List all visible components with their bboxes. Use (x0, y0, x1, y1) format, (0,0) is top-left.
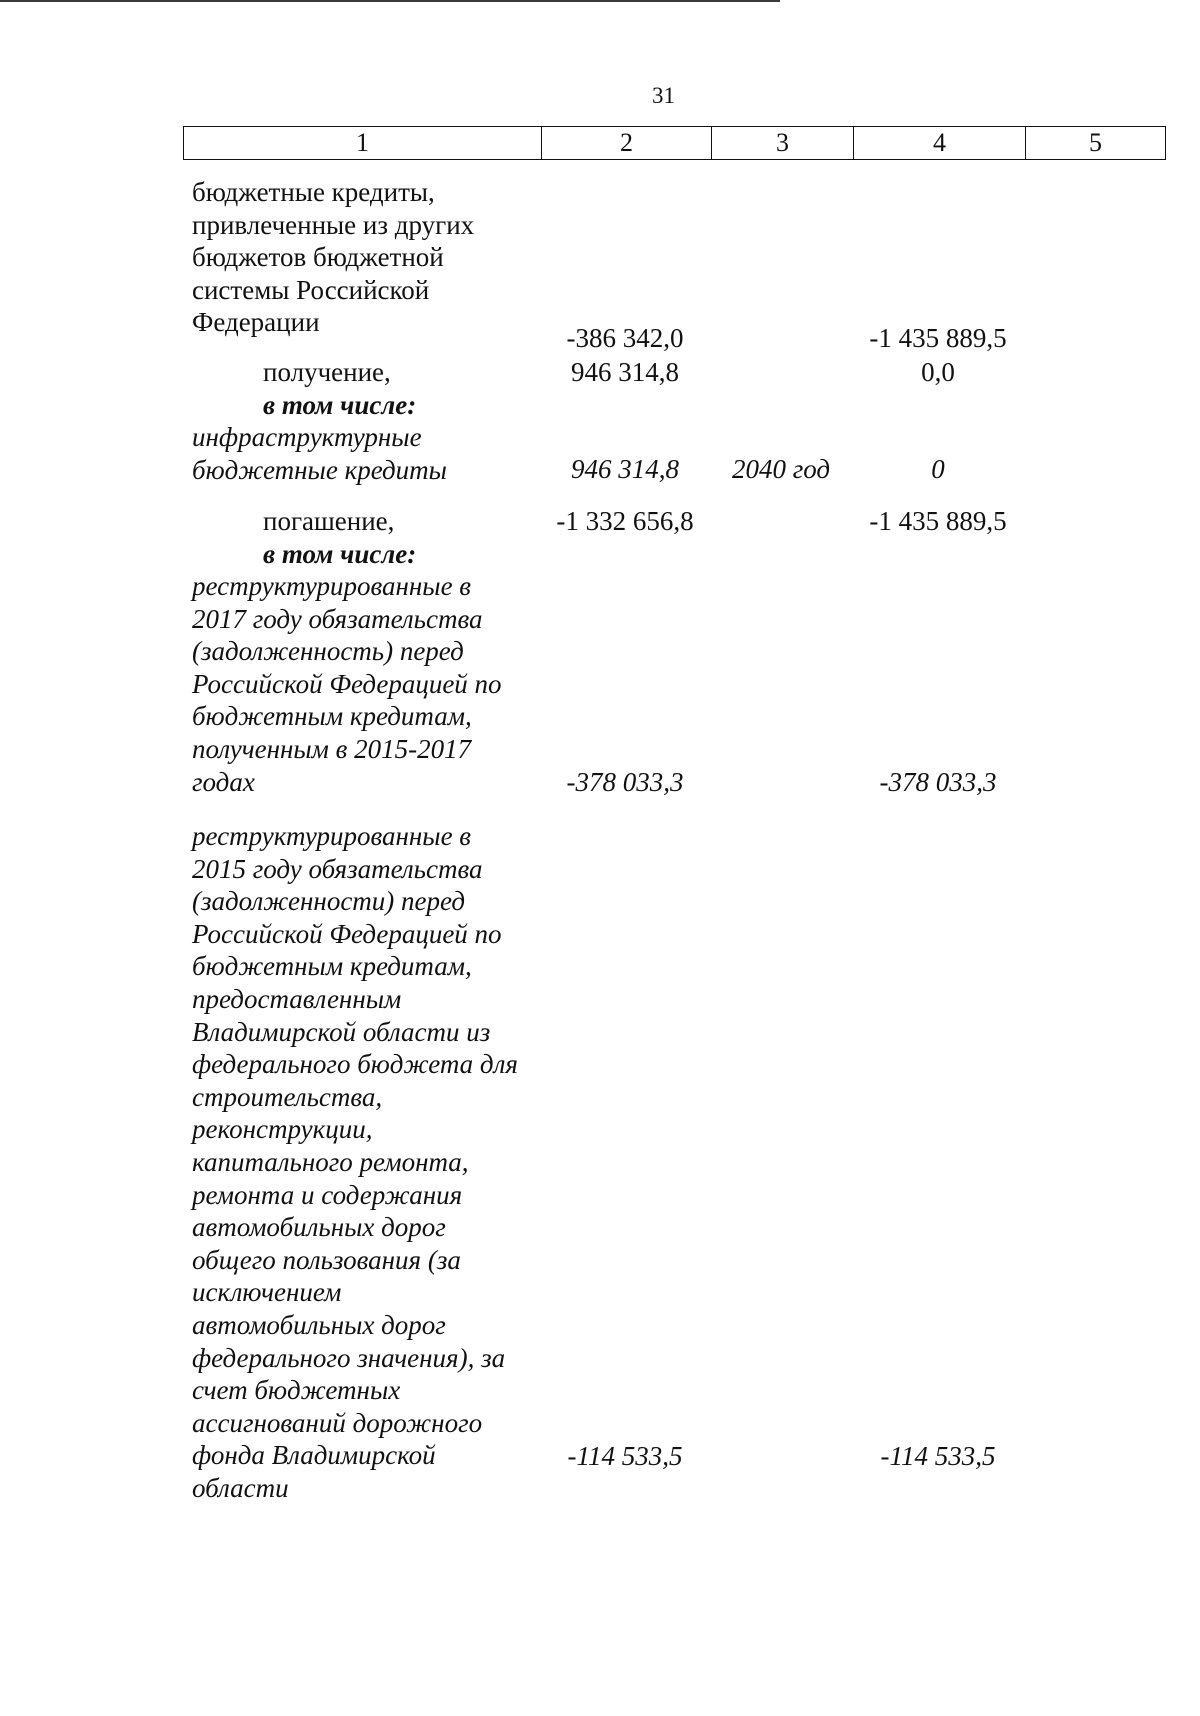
row-repayment-including: в том числе: (263, 539, 417, 569)
row-budget-credits-label: бюджетные кредиты, привлеченные из других бюджетов бюджетной системы Российской Федерации (192, 177, 475, 338)
header-cell-2: 2 (542, 127, 712, 159)
page-number: 31 (652, 83, 675, 108)
row-infrastructure-label: инфраструктурные бюджетные кредиты (192, 422, 447, 485)
row-restructured-2015-col2: -114 533,5 (567, 1441, 683, 1471)
row-infrastructure-col4: 0 (931, 454, 945, 484)
row-restructured-2017-label: реструктурированные в 2017 году обязательства (задолженность) перед Российской Федерацией по бюджетным кредитам, полученным в 2015-2017 годах (192, 571, 502, 797)
scan-edge-line (0, 0, 780, 2)
row-repayment-col4: -1 435 889,5 (869, 506, 1007, 536)
header-cell-1: 1 (184, 127, 542, 159)
header-cell-4: 4 (854, 127, 1026, 159)
row-restructured-2017-col4: -378 033,3 (879, 767, 997, 797)
row-restructured-2015-label: реструктурированные в 2015 году обязательства (задолженности) перед Российской Федерацией по бюджетным кредитам, предоставленным Владимирской области из федерального бюджета для строительства, реконструкции, капитального ремонта, ремонта и содержания автомобильных дорог общего пользования (за исключением автомобильных дорог федерального значения), за счет бюджетных ассигнований дорожного фонда Владимирской области (192, 821, 518, 1503)
row-budget-credits-col2: -386 342,0 (566, 323, 684, 353)
row-receipt-label: получение, (263, 357, 391, 387)
row-budget-credits-col4: -1 435 889,5 (869, 323, 1007, 353)
row-infrastructure-col3: 2040 год (731, 454, 831, 484)
table-header-row (183, 126, 1166, 160)
row-repayment-label: погашение, (263, 506, 395, 536)
header-cell-5: 5 (1089, 128, 1102, 157)
row-receipt-col4: 0,0 (921, 357, 955, 387)
row-restructured-2015-col4: -114 533,5 (880, 1441, 996, 1471)
header-cell-3: 3 (712, 127, 854, 159)
row-restructured-2017-col2: -378 033,3 (566, 767, 684, 797)
row-infrastructure-col2: 946 314,8 (571, 454, 679, 484)
row-repayment-col2: -1 332 656,8 (556, 506, 694, 536)
row-receipt-col2: 946 314,8 (571, 357, 679, 387)
row-receipt-including: в том числе: (263, 390, 417, 420)
